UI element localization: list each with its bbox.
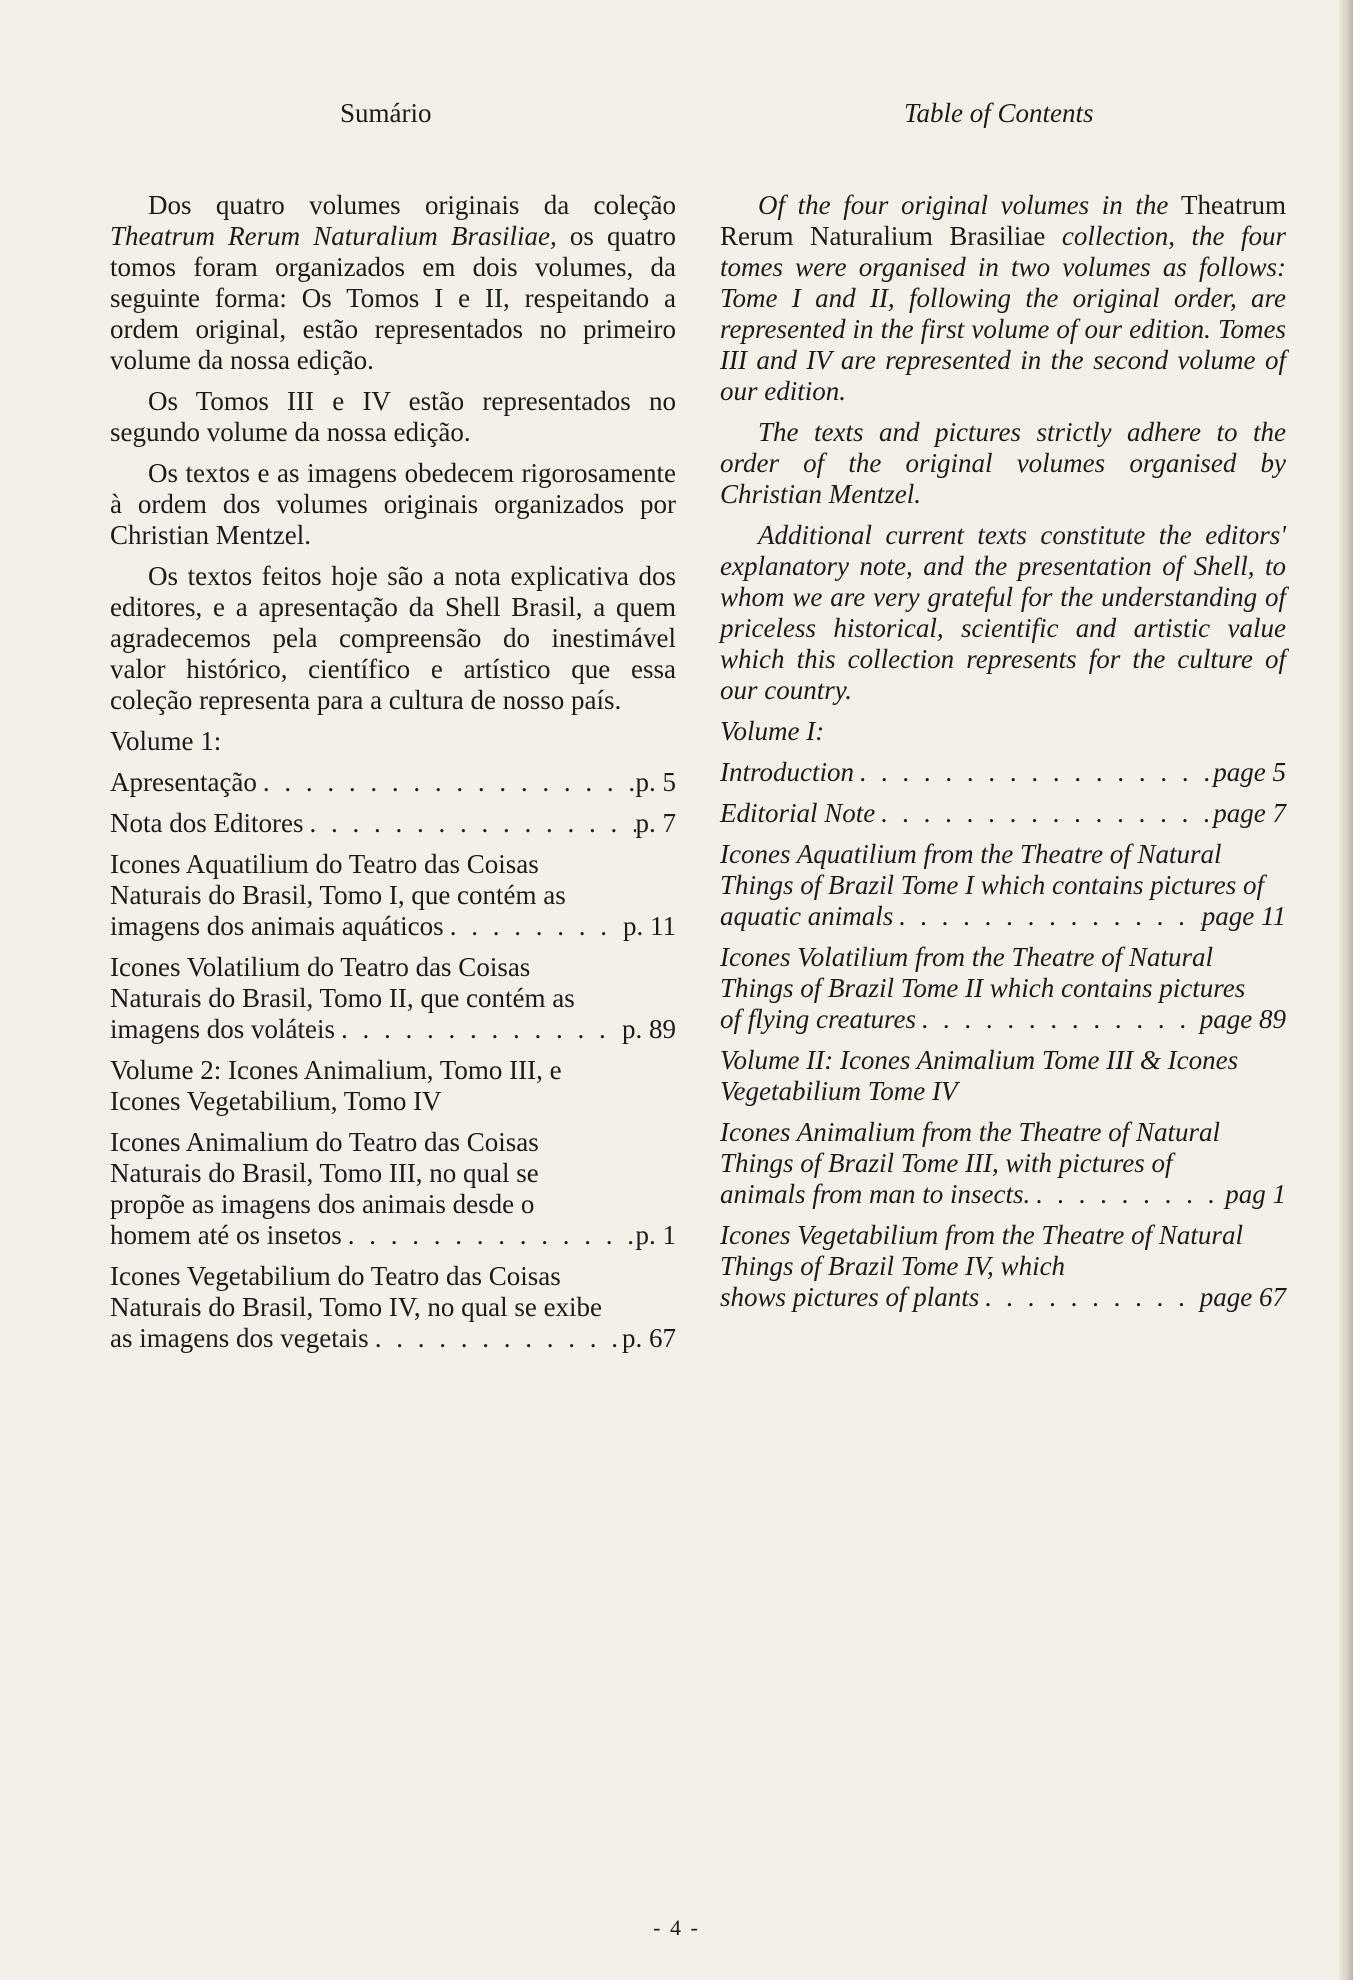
- volume-1-heading-pt: Volume 1:: [110, 726, 222, 756]
- toc-entry-line: Naturais do Brasil, Tomo IV, no qual se exibe: [110, 1292, 603, 1322]
- leader-dots: [342, 1220, 636, 1251]
- toc-entry-volatilium-en: [720, 942, 1286, 1035]
- heading-sumario: Sumário: [340, 98, 432, 128]
- toc-entry-line: Icones Aquatilium do Teatro das Coisas: [110, 849, 539, 879]
- toc-entry-line: Naturais do Brasil, Tomo II, que contém as: [110, 983, 575, 1013]
- toc-page-ref: p. 89: [622, 1014, 676, 1044]
- leader-dots: [369, 1323, 622, 1354]
- toc-entry-title: homem até os insetos: [110, 1220, 342, 1250]
- toc-entry-title: as imagens dos vegetais: [110, 1323, 369, 1353]
- toc-entry-introduction: [720, 757, 1286, 788]
- toc-entry-line: Naturais do Brasil, Tomo III, no qual se: [110, 1158, 539, 1188]
- toc-page-ref: page 5: [1213, 757, 1286, 787]
- toc-page-ref: p. 1: [635, 1220, 676, 1250]
- intro-text-en-a: Of the four original volumes in the: [758, 190, 1182, 220]
- toc-entry-line: Naturais do Brasil, Tomo I, que contém as: [110, 880, 566, 910]
- toc-entry-aquatilium-en: [720, 839, 1286, 932]
- toc-entry-line: Icones Animalium from the Theatre of Natural: [720, 1117, 1220, 1147]
- intro-text-pt-a: Dos quatro volumes originais da coleção: [148, 190, 676, 220]
- leader-dots: [916, 1004, 1200, 1035]
- toc-entry-title: Introduction: [720, 757, 854, 787]
- intro-paragraph-en: [720, 190, 1286, 407]
- leader-dots: [303, 808, 635, 839]
- leader-dots: [854, 757, 1213, 788]
- volume-2-line: Volume II: Icones Animalium Tome III & Icones: [720, 1045, 1239, 1075]
- collection-title-en: Theatrum Rerum Naturalium Brasiliae: [720, 190, 1286, 251]
- toc-page-ref: p. 5: [635, 767, 676, 797]
- toc-entry-line: Things of Brazil Tome II which contains pictures: [720, 973, 1246, 1003]
- toc-entry-line: Icones Volatilium do Teatro das Coisas: [110, 952, 531, 982]
- heading-table-of-contents: Table of Contents: [904, 98, 1094, 128]
- texts-paragraph-en: Additional current texts constitute the editors' explanatory note, and the presentation of Shell, to whom we are very grateful for the understanding of priceless historical, scientific and artistic value which this collection represents for the culture of our country.: [720, 520, 1286, 705]
- leader-dots: [257, 767, 636, 798]
- portuguese-column: [110, 190, 676, 1364]
- toc-entry-aquatilium-pt: [110, 849, 676, 942]
- texts-paragraph-pt: Os textos feitos hoje são a nota explicativa dos editores, e a apresentação da Shell Brasil, a quem agradecemos pela compreensão do inestimável valor histórico, científico e artístico que essa coleção representa para a cultura de nosso país.: [110, 561, 676, 715]
- toc-entry-title: shows pictures of plants: [720, 1282, 980, 1312]
- toc-entry-animalium-pt: [110, 1127, 676, 1251]
- toc-entry-title: Nota dos Editores: [110, 808, 304, 838]
- toc-page-ref: page 7: [1213, 798, 1286, 828]
- toc-entry-line: Icones Animalium do Teatro das Coisas: [110, 1127, 539, 1157]
- intro-paragraph-pt: [110, 190, 676, 376]
- volume-2-heading-en: [720, 1045, 1286, 1107]
- toc-page-ref: page 67: [1199, 1282, 1286, 1312]
- page-number: - 4 -: [653, 1915, 700, 1940]
- toc-page-ref: page 89: [1199, 1004, 1286, 1034]
- intro-text-en-c: collection, the four tomes were organised in two volumes as follows: Tome I and II, following the original order, are represented in the first volume of our edition. Tomes III and IV are represented in the second volume of our edition.: [720, 221, 1287, 406]
- toc-entry-apresentacao: [110, 767, 676, 798]
- leader-dots: [979, 1282, 1199, 1313]
- page-edge-shadow: [1339, 0, 1353, 1980]
- order-paragraph-en: The texts and pictures strictly adhere to the order of the original volumes organised by Christian Mentzel.: [720, 417, 1286, 509]
- volume-2-line: Vegetabilium Tome IV: [720, 1076, 958, 1106]
- toc-entry-line: Icones Vegetabilium do Teatro das Coisas: [110, 1261, 561, 1291]
- toc-entry-title: Apresentação: [110, 767, 257, 797]
- toc-entry-line: Icones Aquatilium from the Theatre of Natural: [720, 839, 1222, 869]
- collection-title-pt: Theatrum Rerum Naturalium Brasiliae,: [110, 221, 557, 251]
- toc-entry-editorial-note: [720, 798, 1286, 829]
- leader-dots: [444, 911, 623, 942]
- leader-dots: [893, 901, 1202, 932]
- toc-entry-line: propõe as imagens dos animais desde o: [110, 1189, 535, 1219]
- volume-2-line: Volume 2: Icones Animalium, Tomo III, e: [110, 1055, 562, 1085]
- toc-entry-title: of flying creatures: [720, 1004, 916, 1034]
- english-column: [720, 190, 1286, 1323]
- leader-dots: [875, 798, 1213, 829]
- leader-dots: [1030, 1179, 1225, 1210]
- toc-page-ref: p. 67: [622, 1323, 676, 1353]
- toc-entry-title: aquatic animals: [720, 901, 894, 931]
- toc-entry-volatilium-pt: [110, 952, 676, 1045]
- toc-entry-title: imagens dos animais aquáticos: [110, 911, 444, 941]
- leader-dots: [335, 1014, 622, 1045]
- toc-entry-line: Icones Vegetabilium from the Theatre of Natural: [720, 1220, 1243, 1250]
- toc-page-ref: p. 7: [635, 808, 676, 838]
- tomes-paragraph-pt: Os Tomos III e IV estão representados no segundo volume da nossa edição.: [110, 386, 676, 447]
- toc-entry-line: Things of Brazil Tome IV, which: [720, 1251, 1066, 1281]
- toc-entry-vegetabilium-pt: [110, 1261, 676, 1354]
- toc-entry-title: animals from man to insects.: [720, 1179, 1031, 1209]
- toc-entry-title: imagens dos voláteis: [110, 1014, 335, 1044]
- toc-entry-vegetabilium-en: [720, 1220, 1286, 1313]
- toc-page-ref: page 11: [1201, 901, 1286, 931]
- toc-entry-line: Things of Brazil Tome I which contains pictures of: [720, 870, 1265, 900]
- toc-page-ref: p. 11: [623, 911, 676, 941]
- intro-text-pt-c: os quatro tomos foram organizados em dois volumes, da seguinte forma: Os Tomos I e II, respeitando a ordem original, estão representados no primeiro volume da nossa edição.: [110, 221, 677, 375]
- toc-page-ref: pag 1: [1225, 1179, 1286, 1209]
- toc-entry-title: Editorial Note: [720, 798, 876, 828]
- toc-entry-animalium-en: [720, 1117, 1286, 1210]
- volume-2-heading-pt: [110, 1055, 676, 1117]
- order-paragraph-pt: Os textos e as imagens obedecem rigorosamente à ordem dos volumes originais organizados por Christian Mentzel.: [110, 458, 676, 550]
- volume-2-line: Icones Vegetabilium, Tomo IV: [110, 1086, 442, 1116]
- volume-1-heading-en: Volume I:: [720, 716, 825, 746]
- toc-entry-line: Icones Volatilium from the Theatre of Natural: [720, 942, 1213, 972]
- toc-entry-line: Things of Brazil Tome III, with pictures of: [720, 1148, 1173, 1178]
- toc-entry-nota-editores: [110, 808, 676, 839]
